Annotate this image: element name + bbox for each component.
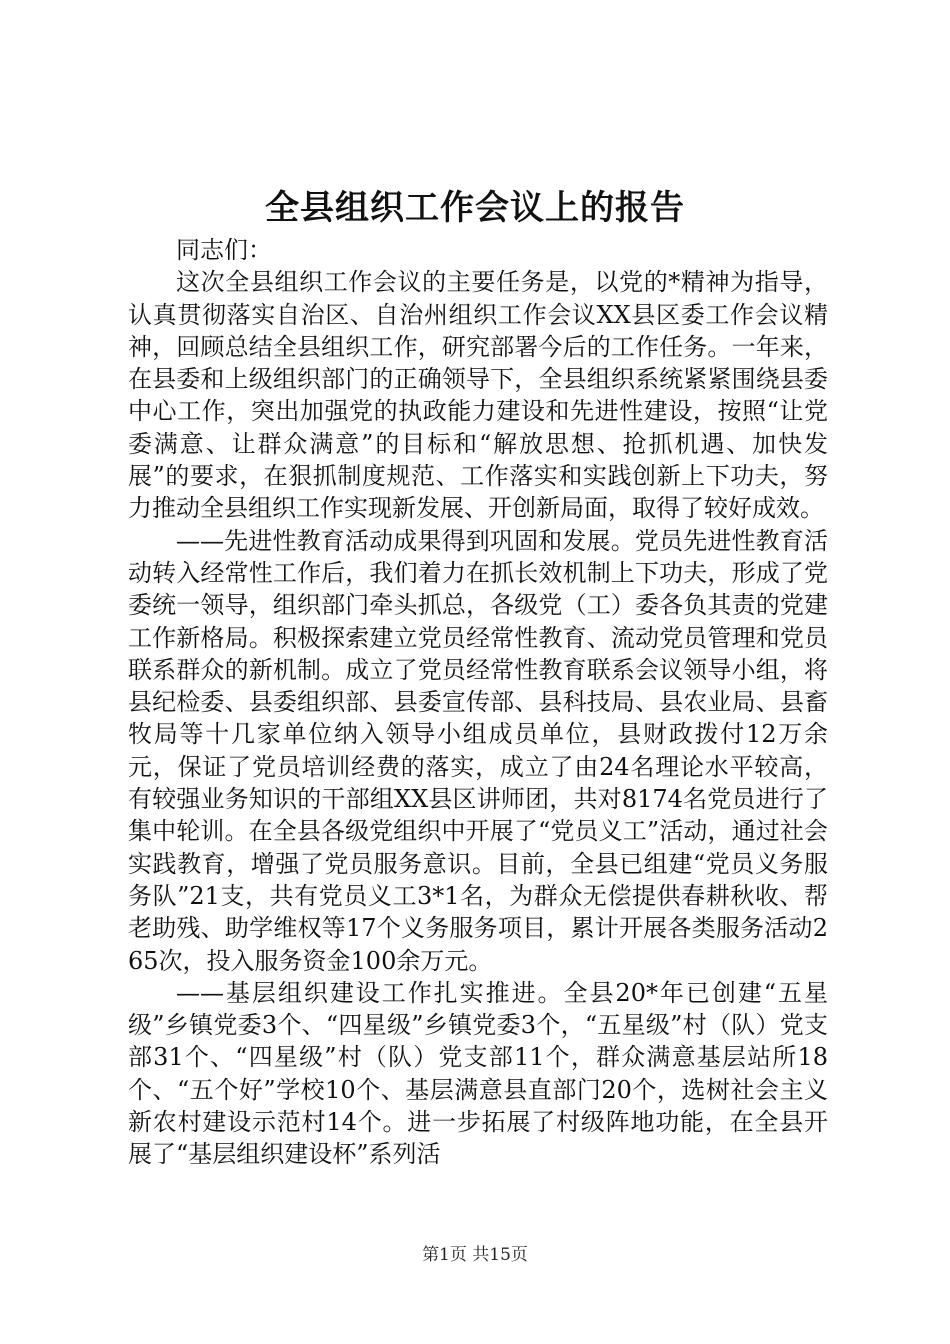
salutation: 同志们： <box>176 236 272 264</box>
page-footer: 第1页 共15页 <box>422 1245 528 1265</box>
paragraph-advanced-education: ——先进性教育活动成果得到巩固和发展。党员先进性教育活动转入经常性工作后，我们着力在抓长效机制上下功夫，形成了党委统一领导，组织部门牵头抓总，各级党（工）委各负其责的党建工作新格局。积极探索建立党员经常性教育、流动党员管理和党员联系群众的新机制。成立了党员经常性教育联系会议领导小组，将县纪检委、县委组织部、县委宣传部、县科技局、县农业局、县畜牧局等十几家单位纳入领导小组成员单位，县财政拨付12万余元，保证了党员培训经费的落实，成立了由24名理论水平较高，有较强业务知识的干部组XX县区讲师团，共对8174名党员进行了集中轮训。在全县各级党组织中开展了“党员义工”活动，通过社会实践教育，增强了党员服务意识。目前，全县已组建“党员义务服务队”21支，共有党员义工3*1名，为群众无偿提供春耕秋收、帮老助残、助学维权等17个义务服务项目，累计开展各类服务活动265次，投入服务资金100余万元。 <box>128 526 828 975</box>
paragraph-grassroots-organization: ——基层组织建设工作扎实推进。全县20*年已创建“五星级”乡镇党委3个、“四星级”乡镇党委3个，“五星级”村（队）党支部31个、“四星级”村（队）党支部11个，群众满意基层站所18个、“五个好”学校10个、基层满意县直部门20个，选树社会主义新农村建设示范村14个。进一步拓展了村级阵地功能，在全县开展了“基层组织建设杯”系列活 <box>128 978 828 1169</box>
document-title: 全县组织工作会议上的报告 <box>265 188 685 228</box>
paragraph-intro: 这次全县组织工作会议的主要任务是，以党的*精神为指导，认真贯彻落实自治区、自治州组织工作会议XX县区委工作会议精神，回顾总结全县组织工作，研究部署今后的工作任务。一年来，在县委和上级组织部门的正确领导下，全县组织系统紧紧围绕县委中心工作，突出加强党的执政能力建设和先进性建设，按照“让党委满意、让群众满意”的目标和“解放思想、抢抓机遇、加快发展”的要求，在狠抓制度规范、工作落实和实践创新上下功夫，努力推动全县组织工作实现新发展、开创新局面，取得了较好成效。 <box>128 268 828 523</box>
document-body <box>128 234 828 1171</box>
